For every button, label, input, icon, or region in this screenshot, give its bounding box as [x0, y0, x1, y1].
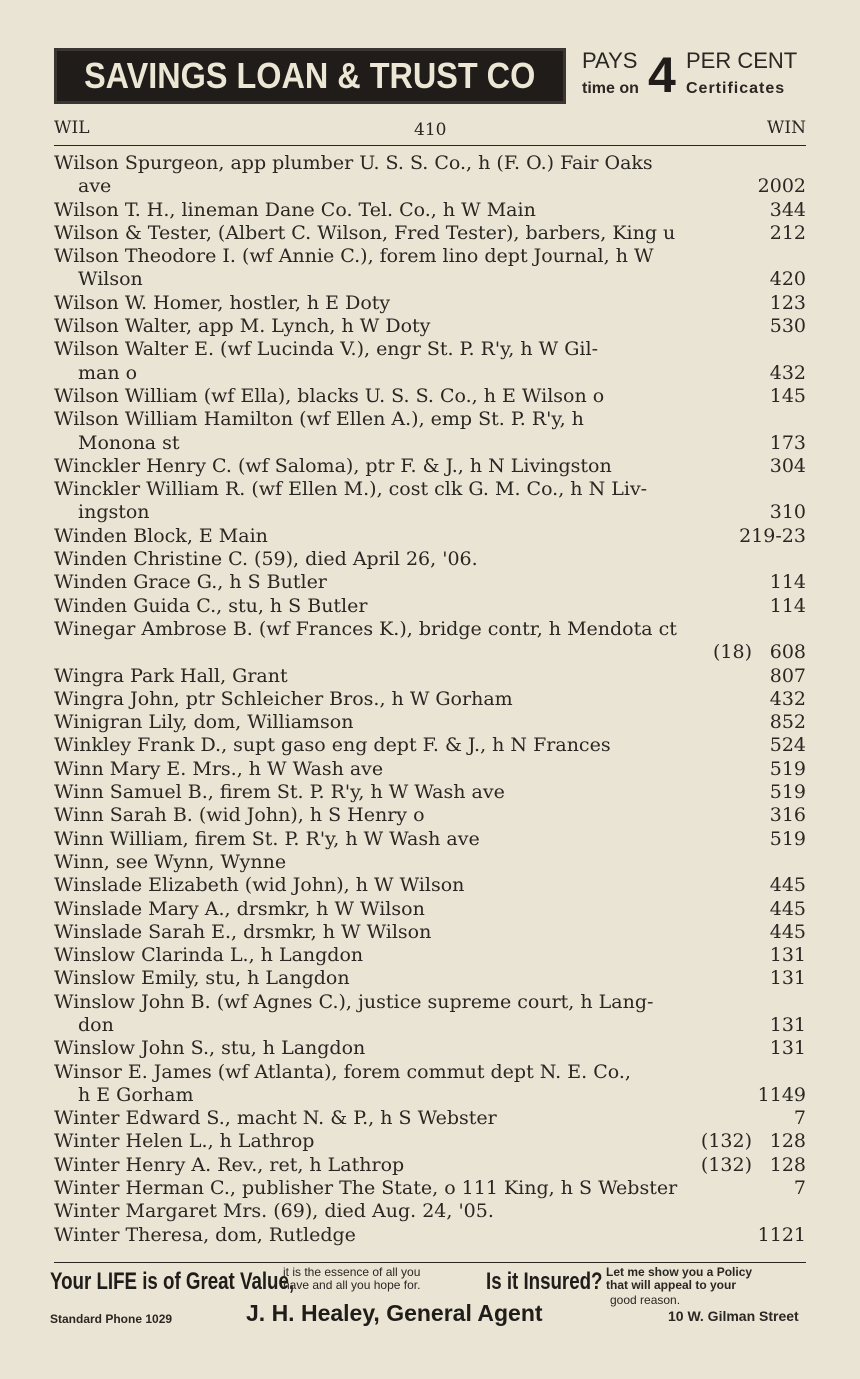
directory-entry — [54, 338, 806, 385]
entry-text: Winter Margaret Mrs. (69), died Aug. 24, '05. — [54, 1200, 494, 1223]
entry-text: Winkley Frank D., supt gaso eng dept F. & J., h N Frances 524 — [54, 734, 806, 757]
entry-number: 524 — [769, 734, 806, 757]
entry-text: Winigran Lily, dom, Williamson 852 — [54, 711, 806, 734]
entry-text: Wilson & Tester, (Albert C. Wilson, Fred Tester), barbers, King u 212 — [54, 221, 806, 244]
interest-offer — [582, 48, 812, 104]
interest-rate: 4 — [648, 47, 676, 103]
entry-text: Winn Samuel B., firem St. P. R'y, h W Wash ave 519 — [54, 781, 806, 804]
entry-number: 128 — [769, 1130, 806, 1153]
running-head — [54, 118, 806, 144]
entry-continuation: man o 432 — [78, 361, 806, 384]
entry-number: 432 — [769, 361, 806, 384]
directory-entry — [54, 1037, 806, 1060]
entry-text: Winden Block, E Main 219-23 — [54, 524, 806, 547]
policy-text — [606, 1266, 752, 1292]
directory-entry — [54, 455, 806, 478]
entry-text: Wilson W. Homer, hostler, h E Doty 123 — [54, 291, 806, 314]
header-rule — [54, 145, 806, 146]
directory-entry — [54, 222, 806, 245]
entry-text: Wilson William (wf Ella), blacks U. S. S. Co., h E Wilson o 145 — [54, 384, 806, 407]
directory-entry — [54, 245, 806, 292]
entry-number: 145 — [769, 384, 806, 407]
entry-prefix-number: (18) — [712, 641, 752, 664]
directory-entry — [54, 967, 806, 990]
entry-number: 530 — [769, 315, 806, 338]
entry-number: 608 — [769, 641, 806, 664]
entry-text: Winter Herman C., publisher The State, o 111 King, h S Webster 7 — [54, 1177, 806, 1200]
running-head-left: WIL — [54, 118, 90, 138]
essence-text — [283, 1266, 420, 1292]
entry-continuation: don 131 — [78, 1013, 806, 1036]
entry-continuation: h E Gorham 1149 — [78, 1083, 806, 1106]
header-advertisement — [54, 44, 810, 106]
directory-entry — [54, 688, 806, 711]
entry-number: 2002 — [757, 175, 806, 198]
directory-entry — [54, 618, 806, 665]
entry-number: 128 — [769, 1153, 806, 1176]
entry-text: Winter Theresa, dom, Rutledge 1121 — [54, 1223, 806, 1246]
directory-entry — [54, 991, 806, 1038]
per-cent-text: PER CENT — [686, 48, 798, 73]
directory-entry — [54, 921, 806, 944]
directory-entry — [54, 711, 806, 734]
directory-entry — [54, 1107, 806, 1130]
pays-text: PAYS — [582, 48, 638, 73]
entry-text: Wilson Spurgeon, app plumber U. S. S. Co., h (F. O.) Fair Oaks — [54, 152, 653, 174]
entry-text: Winsor E. James (wf Atlanta), forem commut dept N. E. Co., — [54, 1060, 631, 1083]
entry-text: Winden Christine C. (59), died April 26, '06. — [54, 548, 478, 571]
entry-text: Wilson Walter E. (wf Lucinda V.), engr St. P. R'y, h W Gil- — [54, 338, 598, 361]
directory-entry — [54, 478, 806, 525]
entry-text: Wingra Park Hall, Grant 807 — [54, 664, 806, 687]
entry-number: 445 — [769, 874, 806, 897]
directory-entry — [54, 525, 806, 548]
directory-entry — [54, 152, 806, 199]
entry-number: 7 — [793, 1177, 806, 1200]
entry-text: Winslow Emily, stu, h Langdon 131 — [54, 967, 806, 990]
entry-number: 304 — [769, 454, 806, 477]
entry-text: Winter Edward S., macht N. & P., h S Webster 7 — [54, 1107, 806, 1130]
insured-question: Is it Insured? — [486, 1268, 603, 1295]
entry-number: 807 — [769, 664, 806, 687]
directory-entry — [54, 595, 806, 618]
entry-text: Wilson William Hamilton (wf Ellen A.), emp St. P. R'y, h — [54, 408, 584, 431]
entry-number: 445 — [769, 920, 806, 943]
page-number: 410 — [414, 120, 447, 140]
directory-entry — [54, 734, 806, 757]
entry-text: Winslow John S., stu, h Langdon 131 — [54, 1037, 806, 1060]
entry-number: 519 — [769, 827, 806, 850]
entry-continuation — [54, 641, 806, 664]
entry-text: Winn Mary E. Mrs., h W Wash ave 519 — [54, 757, 806, 780]
essence-line-2: have and all you hope for. — [283, 1278, 421, 1292]
entry-prefix-number: (132) — [700, 1153, 752, 1176]
entry-number: 131 — [769, 1037, 806, 1060]
directory-entry — [54, 548, 806, 571]
entry-number: 519 — [769, 781, 806, 804]
entry-number: 310 — [769, 501, 806, 524]
entry-text: Winslade Mary A., drsmkr, h W Wilson 445 — [54, 897, 806, 920]
entry-number: 1149 — [757, 1083, 806, 1106]
directory-entry — [54, 665, 806, 688]
bank-banner — [54, 48, 566, 104]
entry-number: 219-23 — [739, 524, 806, 547]
directory-entry — [54, 571, 806, 594]
directory-entry — [54, 851, 806, 874]
reason-text: good reason. — [610, 1293, 681, 1307]
directory-entry — [54, 1130, 806, 1153]
directory-entry — [54, 1061, 806, 1108]
directory-entry — [54, 199, 806, 222]
entry-number: 420 — [769, 268, 806, 291]
directory-entry — [54, 292, 806, 315]
entry-continuation: Monona st 173 — [78, 431, 806, 454]
entry-text: Winegar Ambrose B. (wf Frances K.), bridge contr, h Mendota ct — [54, 617, 677, 640]
entry-number: 212 — [769, 221, 806, 244]
directory-entries — [54, 152, 806, 1247]
phone-number: Standard Phone 1029 — [50, 1312, 173, 1326]
entry-number: 131 — [769, 944, 806, 967]
directory-entry — [54, 944, 806, 967]
directory-entry — [54, 1154, 806, 1177]
directory-entry — [54, 315, 806, 338]
time-on-text: time on — [582, 80, 639, 97]
entry-text: Winckler Henry C. (wf Saloma), ptr F. & J., h N Livingston 304 — [54, 454, 806, 477]
entry-text: Winn, see Wynn, Wynne — [54, 850, 287, 873]
directory-entry — [54, 828, 806, 851]
entry-text: Winter Henry A. Rev., ret, h Lathrop (132) 128 — [54, 1153, 806, 1176]
directory-entry — [54, 758, 806, 781]
entry-text: Winden Grace G., h S Butler 114 — [54, 571, 806, 594]
entry-text: Winslow Clarinda L., h Langdon 131 — [54, 944, 806, 967]
entry-text: Wilson Walter, app M. Lynch, h W Doty 530 — [54, 315, 806, 338]
entry-prefix-number: (132) — [700, 1130, 752, 1153]
entry-text: Winslow John B. (wf Agnes C.), justice supreme court, h Lang- — [54, 990, 654, 1013]
entry-continuation: ingston 310 — [78, 501, 806, 524]
agent-address: 10 W. Gilman Street — [668, 1308, 799, 1324]
life-slogan: Your LIFE is of Great Value, — [50, 1268, 295, 1295]
entry-number: 852 — [769, 711, 806, 734]
entry-text: Winckler William R. (wf Ellen M.), cost clk G. M. Co., h N Liv- — [54, 478, 648, 501]
essence-line-1: it is the essence of all you — [283, 1265, 421, 1279]
entry-number: 432 — [769, 687, 806, 710]
entry-text: Winden Guida C., stu, h S Butler 114 — [54, 594, 806, 617]
directory-entry — [54, 874, 806, 897]
entry-continuation: ave 2002 — [78, 175, 806, 198]
directory-entry — [54, 408, 806, 455]
directory-entry — [54, 1177, 806, 1200]
policy-line-1: Let me show you a Policy — [606, 1265, 753, 1279]
certificates-text: Certificates — [686, 80, 786, 97]
entry-text: Winn Sarah B. (wid John), h S Henry o 316 — [54, 804, 806, 827]
footer-advertisement — [50, 1262, 810, 1332]
entry-continuation: Wilson 420 — [78, 268, 806, 291]
entry-number: 114 — [769, 594, 806, 617]
entry-text: Wilson Theodore I. (wf Annie C.), forem lino dept Journal, h W — [54, 245, 654, 268]
directory-entry — [54, 898, 806, 921]
bank-name: SAVINGS LOAN & TRUST CO — [84, 55, 536, 96]
entry-number: 123 — [769, 291, 806, 314]
entry-text: Wingra John, ptr Schleicher Bros., h W Gorham 432 — [54, 687, 806, 710]
directory-entry — [54, 781, 806, 804]
entry-number: 316 — [769, 804, 806, 827]
entry-number: 131 — [769, 1013, 806, 1036]
entry-text: Wilson T. H., lineman Dane Co. Tel. Co., h W Main 344 — [54, 198, 806, 221]
entry-text: Winslade Sarah E., drsmkr, h W Wilson 445 — [54, 920, 806, 943]
entry-number: 173 — [769, 431, 806, 454]
entry-number: 1121 — [757, 1223, 806, 1246]
entry-number: 519 — [769, 757, 806, 780]
agent-name: J. H. Healey, General Agent — [246, 1300, 543, 1326]
directory-entry — [54, 804, 806, 827]
entry-text: Winter Helen L., h Lathrop (132) 128 — [54, 1130, 806, 1153]
policy-line-2: that will appeal to your — [606, 1278, 737, 1292]
directory-entry — [54, 1224, 806, 1247]
running-head-right: WIN — [766, 118, 806, 138]
entry-number: 344 — [769, 198, 806, 221]
entry-text: Winslade Elizabeth (wid John), h W Wilson 445 — [54, 874, 806, 897]
directory-entry — [54, 385, 806, 408]
entry-number: 131 — [769, 967, 806, 990]
entry-number: 7 — [793, 1107, 806, 1130]
directory-entry — [54, 1200, 806, 1223]
entry-text: Winn William, firem St. P. R'y, h W Wash ave 519 — [54, 827, 806, 850]
entry-number: 114 — [769, 571, 806, 594]
entry-number: 445 — [769, 897, 806, 920]
